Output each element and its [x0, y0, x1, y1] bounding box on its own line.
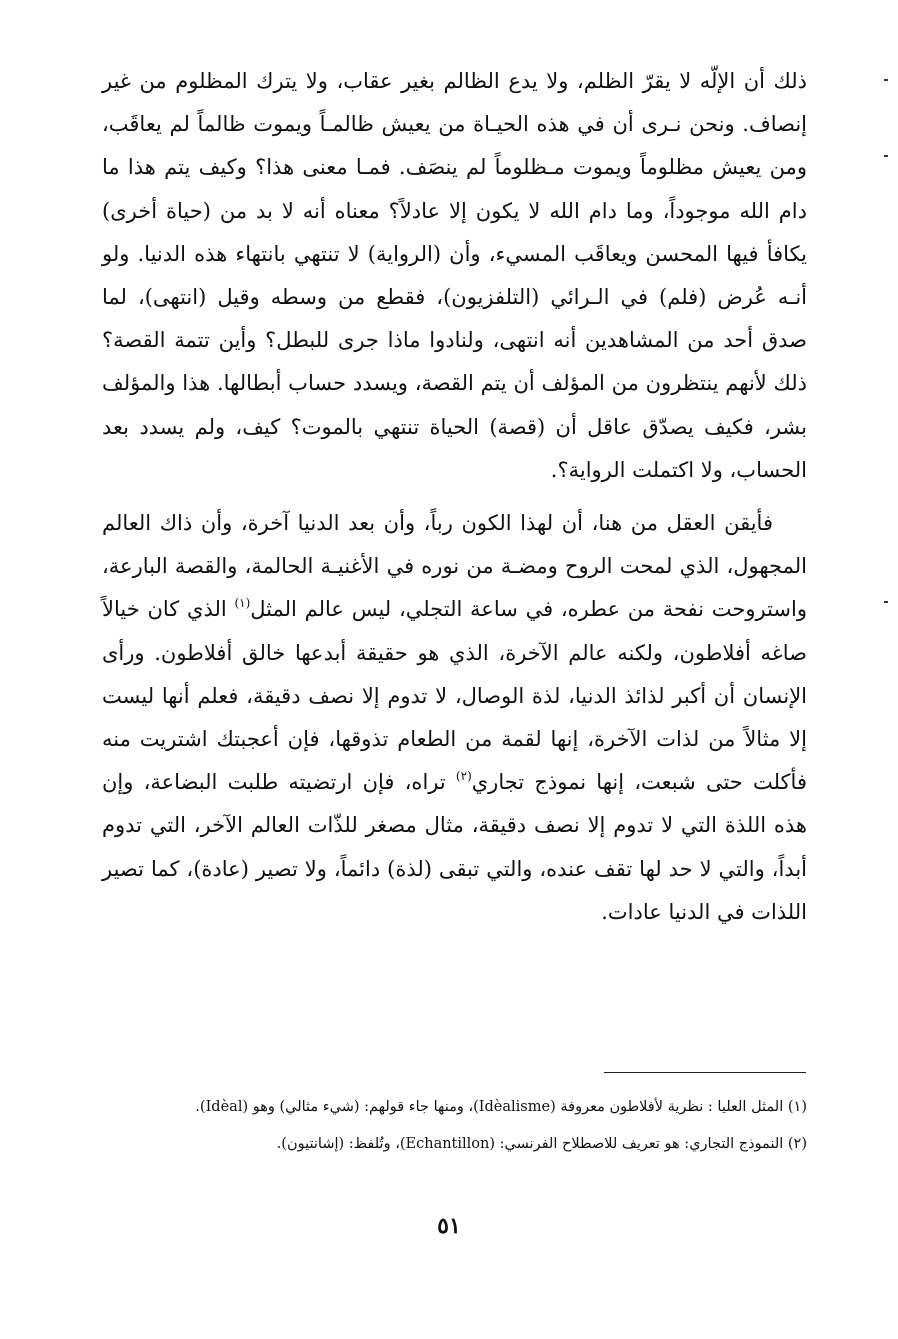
edge-mark	[884, 155, 888, 157]
paragraph-2	[102, 502, 807, 934]
edge-mark	[884, 79, 888, 81]
page-number: ٥١	[437, 1213, 461, 1239]
paragraph-1: ذلك أن الإلّه لا يقرّ الظلم، ولا يدع الظالم بغير عقاب، ولا يترك المظلوم من غير إنصاف. ونحن نـرى أن في هذه الحيـاة من يعيش ظالمـاً ويموت ظالماً لم يعاقَب، ومن يعيش مظلوماً ويموت مـظلوماً لم ينصَف. فمـا معنى هذا؟ وكيف يتم هذا ما دام الله موجوداً، وما دام الله لا يكون إلا عادلاً؟ معناه أنه لا بد من (حياة أخرى) يكافأ فيها المحسن ويعاقَب المسيء، وأن (الرواية) لا تنتهي بانتهاء هذه الدنيا. ولو أنـه عُرض (فلم) في الـرائي (التلفزيون)، فقطع من وسطه وقيل (انتهى)، لما صدق أحد من المشاهدين أنه انتهى، ولنادوا ماذا جرى للبطل؟ وأين تتمة القصة؟ ذلك لأنهم ينتظرون من المؤلف أن يتم القصة، ويسدد حساب أبطالها. هذا والمؤلف بشر، فكيف يصدّق عاقل أن (قصة) الحياة تنتهي بالموت؟ كيف، ولم يسدد بعد الحساب، ولا اكتملت الرواية؟.	[102, 69, 807, 482]
paragraph-2-part-1: فأيقن العقل من هنا، أن لهذا الكون رباً، وأن بعد الدنيا آخرة، وأن ذاك العالم المجهول، الذي لمحت الروح ومضـة من نوره في الأغنيـة الحالمة، والقصة البارعة، واستروحت نفحة من عطره، في ساعة التجلي، ليس عالم المثل	[102, 511, 807, 622]
footnote-2: (٢) النموذج التجاري: هو تعريف للاصطلاح الفرنسي: (Echantillon)، وتُلفظ: (إشانتيون).	[276, 1136, 807, 1152]
footnote-separator	[604, 1072, 806, 1073]
edge-mark	[884, 601, 888, 603]
paragraph-2-part-2: الذي كان خيالاً صاغه أفلاطون، ولكنه عالم الآخرة، الذي هو حقيقة أبدعها خالق أفلاطون. ورأى الإنسان أن أكبر لذائذ الدنيا، لذة الوصال، لا تدوم إلا نصف دقيقة، فعلم أنها ليست إلا مثالاً من لذات الآخرة، إنها لقمة من الطعام تذوقها، فإن أعجبتك اشتريت منه فأكلت حتى شبعت، إنها نموذج تجاري	[102, 597, 807, 795]
footnote-1: (١) المثل العليا : نظرية لأفلاطون معروفة (Idèalisme)، ومنها جاء قولهم: (شيء مثالي) وهو (Idèal).	[195, 1099, 807, 1115]
main-text	[102, 60, 807, 934]
footnotes	[102, 1093, 807, 1167]
footnote-ref-1: (١)	[234, 596, 251, 611]
footnote-ref-2: (٢)	[455, 769, 472, 784]
paragraph-2-part-3: تراه، فإن ارتضيته طلبت البضاعة، وإن هذه اللذة التي لا تدوم إلا نصف دقيقة، مثال مصغر للذّات العالم الآخر، التي تدوم أبداً، والتي لا حد لها تقف عنده، والتي تبقى (لذة) دائماً، ولا تصير (عادة)، كما تصير اللذات في الدنيا عادات.	[102, 770, 807, 924]
